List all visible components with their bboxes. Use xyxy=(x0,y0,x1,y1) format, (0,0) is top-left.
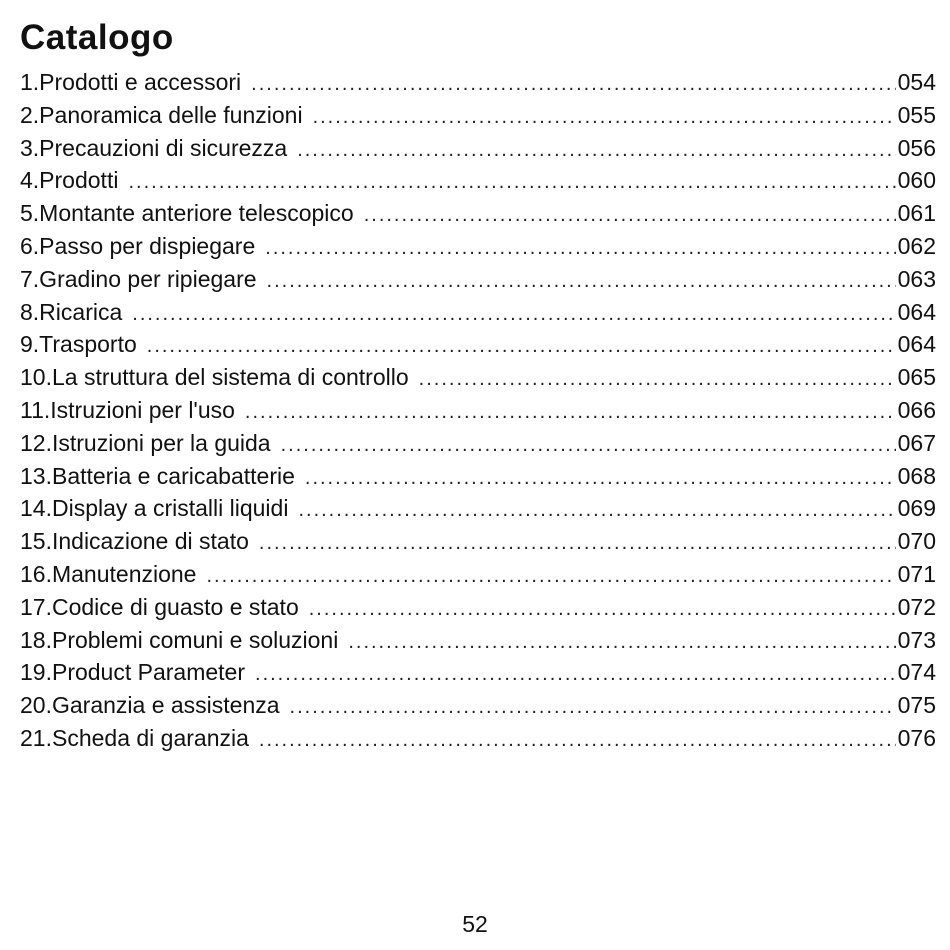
toc-entry-label: 8.Ricarica xyxy=(20,298,123,325)
toc-entry[interactable] xyxy=(20,99,936,132)
toc-entry-label: 16.Manutenzione xyxy=(20,560,197,587)
toc-entry-page: 072 xyxy=(897,593,936,620)
toc-dot-leader xyxy=(281,429,896,461)
toc-dot-leader xyxy=(251,68,895,100)
toc-entry-page: 065 xyxy=(897,364,936,391)
toc-entry-page: 054 xyxy=(897,69,936,95)
toc-entry-label: 10.La struttura del sistema di controllo xyxy=(20,364,409,391)
toc-entry[interactable] xyxy=(20,558,936,591)
toc-dot-leader xyxy=(348,626,895,658)
toc-entry-page: 064 xyxy=(897,298,936,325)
toc-entry-label: 7.Gradino per ripiegare xyxy=(20,265,257,292)
toc-entry[interactable] xyxy=(20,427,936,460)
toc-entry[interactable] xyxy=(20,66,936,99)
toc-entry[interactable] xyxy=(20,656,936,689)
toc-entry-label: 12.Istruzioni per la guida xyxy=(20,429,271,456)
toc-entry[interactable] xyxy=(20,492,936,525)
toc-entry-label: 15.Indicazione di stato xyxy=(20,528,249,555)
toc-entry[interactable] xyxy=(20,525,936,558)
toc-entry-label: 14.Display a cristalli liquidi xyxy=(20,495,289,522)
toc-entry[interactable] xyxy=(20,689,936,722)
toc-entry-label: 20.Garanzia e assistenza xyxy=(20,692,280,719)
toc-entry-label: 3.Precauzioni di sicurezza xyxy=(20,134,288,161)
toc-entry-page: 070 xyxy=(897,528,936,555)
toc-entry[interactable] xyxy=(20,624,936,657)
toc-dot-leader xyxy=(206,560,895,592)
toc-entry-label: 11.Istruzioni per l'uso xyxy=(20,396,235,423)
toc-entry-label: 5.Montante anteriore telescopico xyxy=(20,200,354,227)
toc-entry-page: 074 xyxy=(897,659,936,686)
toc-entry[interactable] xyxy=(20,230,936,263)
toc-entry[interactable] xyxy=(20,197,936,230)
toc-entry-page: 069 xyxy=(897,495,936,522)
toc-dot-leader xyxy=(265,232,895,264)
toc-dot-leader xyxy=(245,396,896,428)
toc-entry[interactable] xyxy=(20,164,936,197)
toc-entry[interactable] xyxy=(20,328,936,361)
toc-dot-leader xyxy=(309,593,896,625)
toc-entry-page: 062 xyxy=(897,232,936,259)
toc-entry-page: 056 xyxy=(897,134,936,161)
toc-entry-label: 1.Prodotti e accessori xyxy=(20,69,242,95)
toc-entry-label: 4.Prodotti xyxy=(20,167,119,194)
toc-dot-leader xyxy=(290,691,896,723)
toc-entry-page: 061 xyxy=(897,200,936,227)
page-number: 52 xyxy=(462,911,488,937)
toc-entry-page: 067 xyxy=(897,429,936,456)
toc-entry[interactable] xyxy=(20,263,936,296)
toc-entry-page: 066 xyxy=(897,396,936,423)
toc-entry-page: 060 xyxy=(897,167,936,194)
toc-dot-leader xyxy=(419,363,896,395)
toc-entry-page: 075 xyxy=(897,692,936,719)
table-of-contents xyxy=(20,66,936,755)
toc-entry[interactable] xyxy=(20,296,936,329)
toc-dot-leader xyxy=(147,330,896,362)
toc-entry[interactable] xyxy=(20,722,936,755)
toc-dot-leader xyxy=(305,462,896,494)
toc-entry-label: 17.Codice di guasto e stato xyxy=(20,593,299,620)
toc-dot-leader xyxy=(267,265,896,297)
toc-entry-page: 076 xyxy=(897,724,936,751)
toc-dot-leader xyxy=(313,101,896,133)
toc-dot-leader xyxy=(259,527,896,559)
toc-entry-page: 073 xyxy=(897,626,936,653)
toc-entry-label: 6.Passo per dispiegare xyxy=(20,232,256,259)
toc-entry-page: 055 xyxy=(897,101,936,128)
toc-dot-leader xyxy=(132,298,895,330)
toc-entry[interactable] xyxy=(20,132,936,165)
toc-entry[interactable] xyxy=(20,591,936,624)
toc-entry[interactable] xyxy=(20,394,936,427)
toc-entry-label: 9.Trasporto xyxy=(20,331,137,358)
toc-entry[interactable] xyxy=(20,361,936,394)
toc-dot-leader xyxy=(128,166,895,198)
toc-dot-leader xyxy=(259,724,896,756)
toc-entry-label: 18.Problemi comuni e soluzioni xyxy=(20,626,339,653)
toc-dot-leader xyxy=(297,134,895,166)
toc-entry-label: 13.Batteria e caricabatterie xyxy=(20,462,295,489)
page-title: Catalogo xyxy=(20,18,174,57)
toc-dot-leader xyxy=(255,658,896,690)
toc-entry-label: 2.Panoramica delle funzioni xyxy=(20,101,303,128)
toc-entry[interactable] xyxy=(20,460,936,493)
toc-entry-page: 063 xyxy=(897,265,936,292)
toc-entry-page: 064 xyxy=(897,331,936,358)
toc-dot-leader xyxy=(364,199,896,231)
toc-entry-label: 19.Product Parameter xyxy=(20,659,246,686)
toc-entry-page: 071 xyxy=(897,560,936,587)
toc-entry-label: 21.Scheda di garanzia xyxy=(20,724,249,751)
toc-entry-page: 068 xyxy=(897,462,936,489)
toc-dot-leader xyxy=(298,494,895,526)
